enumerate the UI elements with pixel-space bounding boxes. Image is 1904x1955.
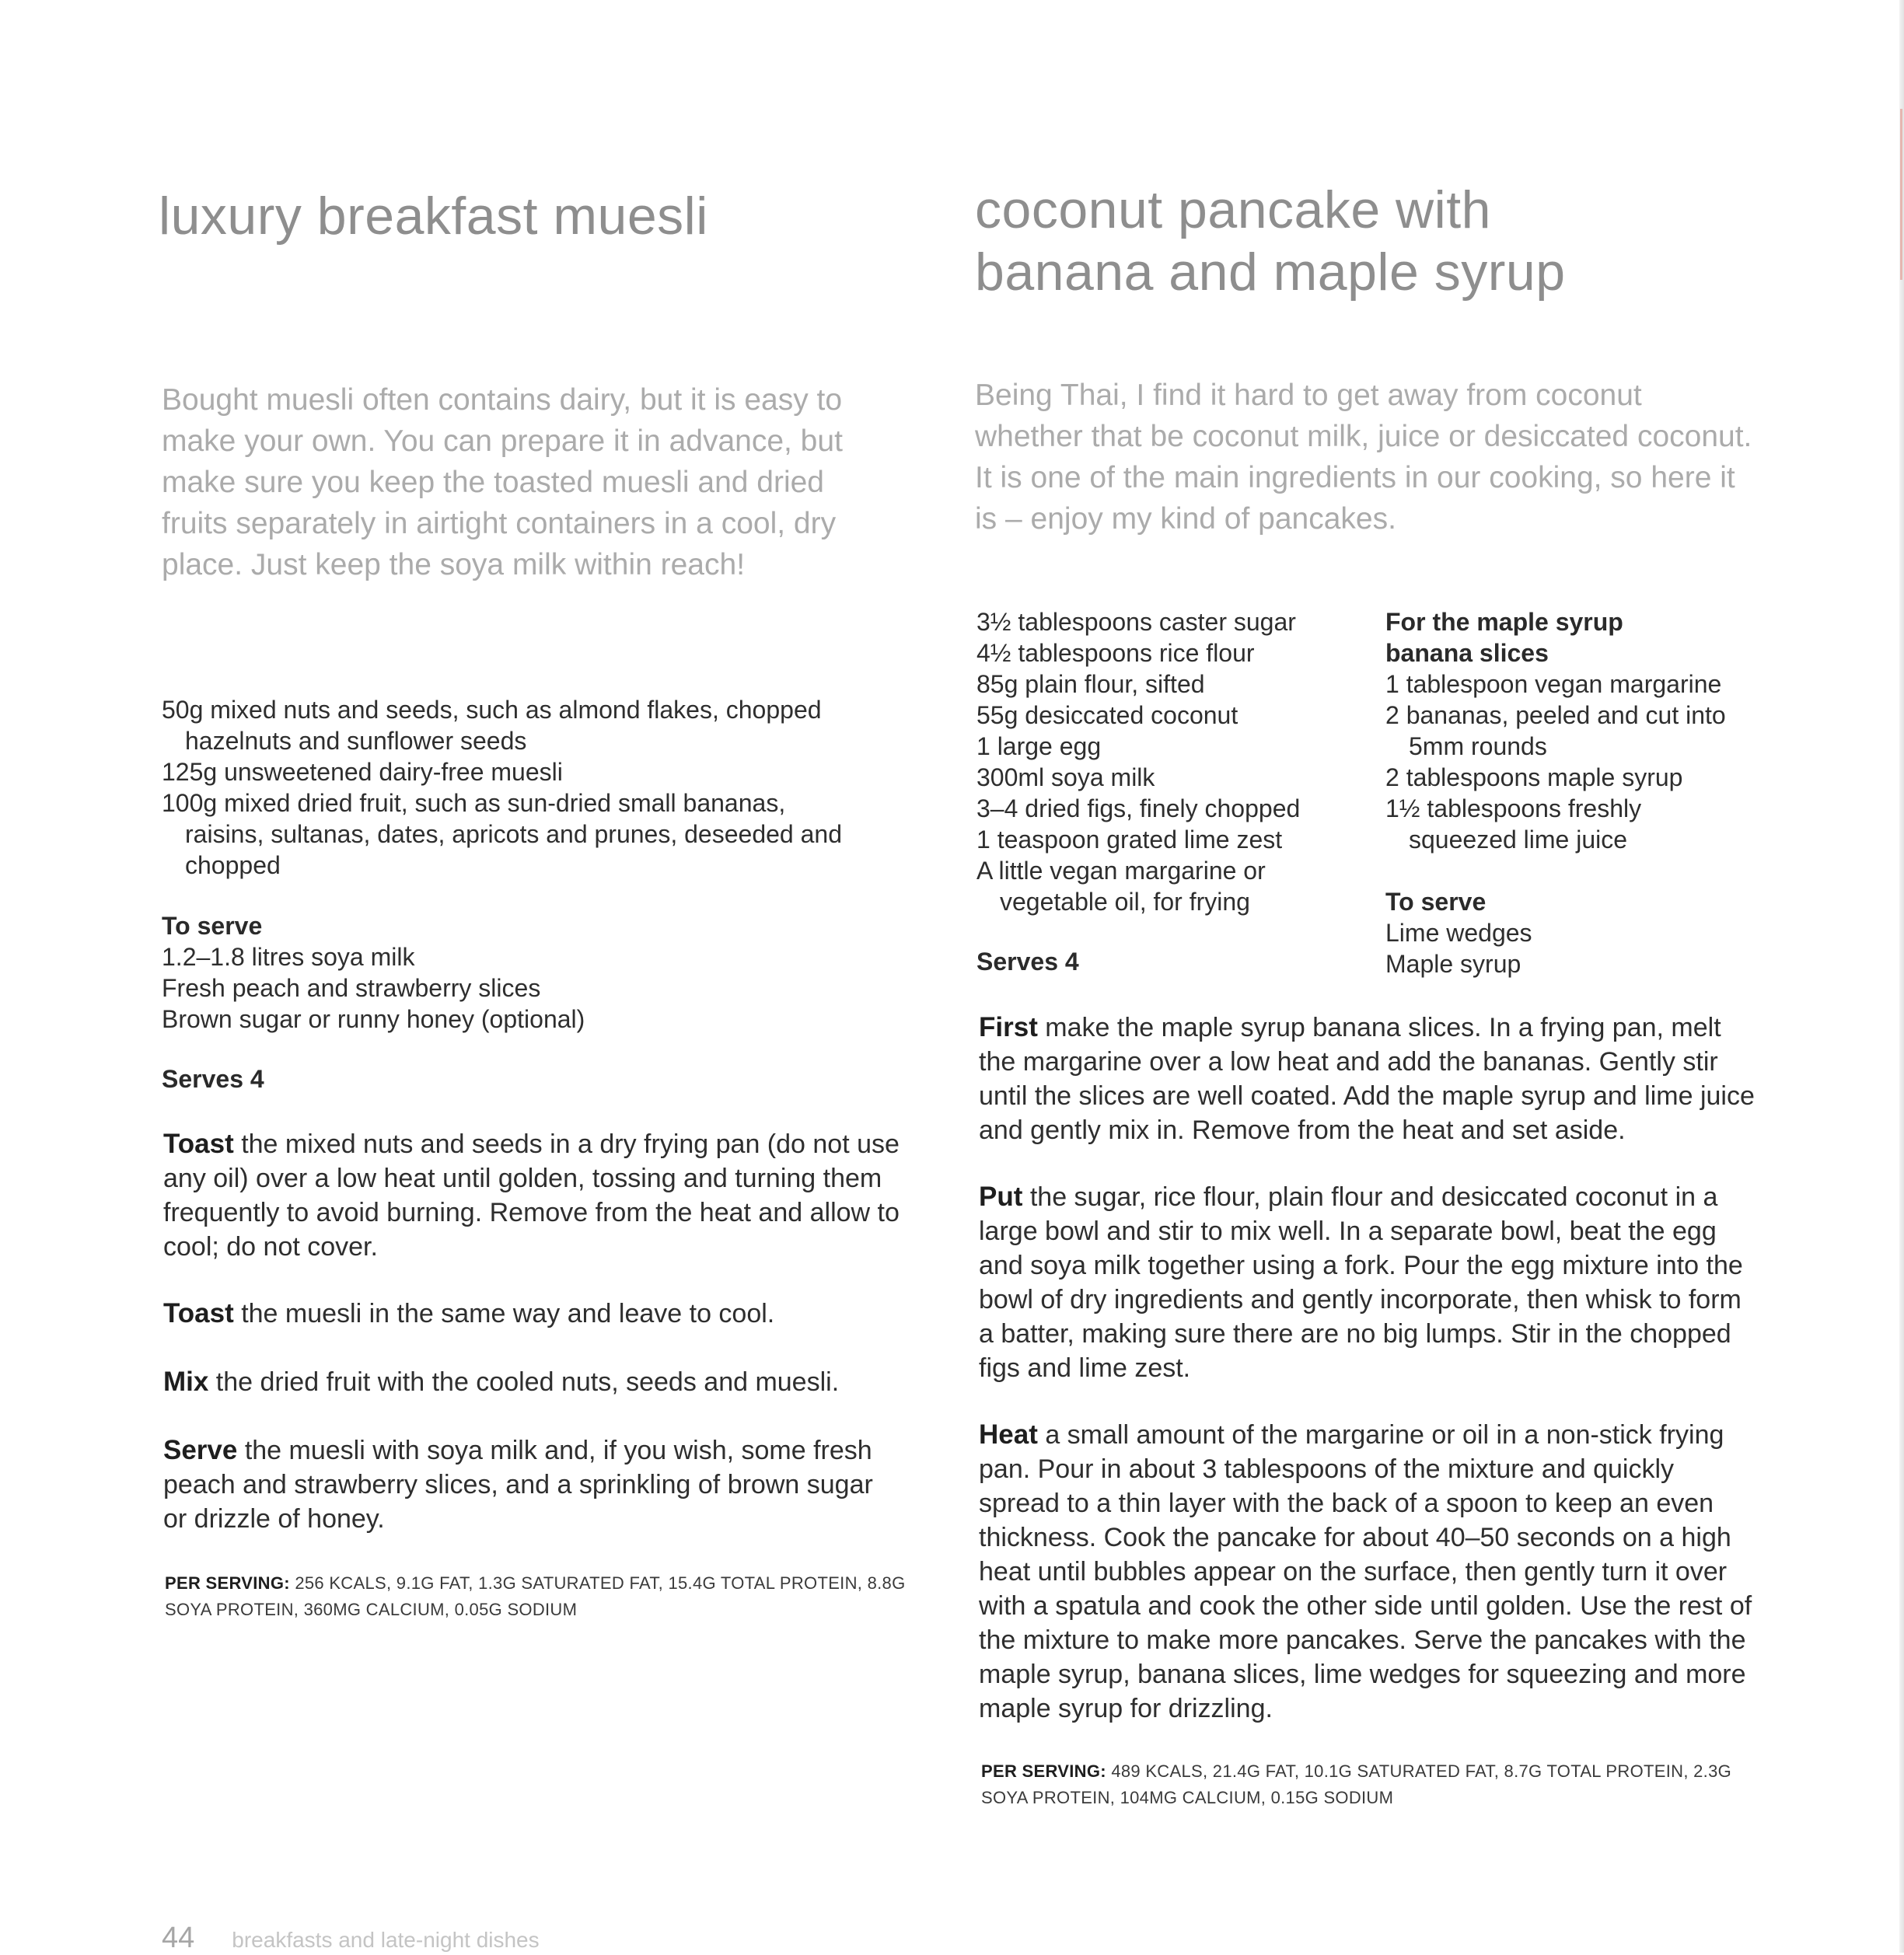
step-lead: Put bbox=[979, 1182, 1023, 1212]
recipe-title: luxury breakfast muesli bbox=[159, 187, 708, 246]
method-step bbox=[979, 1011, 1756, 1147]
nutrition-values: 489 KCALS, 21.4G FAT, 10.1G SATURATED FAT, 8.7G TOTAL PROTEIN, 2.3G SOYA PROTEIN, 104MG CALCIUM, 0.15G SODIUM bbox=[981, 1761, 1732, 1807]
ingredient-item: 85g plain flour, sifted bbox=[976, 670, 1205, 698]
to-serve-item: Brown sugar or runny honey (optional) bbox=[162, 1005, 585, 1033]
page-number: 44 bbox=[162, 1922, 195, 1954]
step-text: a small amount of the margarine or oil in a non-stick frying pan. Pour in about 3 tablespoons of the mixture and quickly spread to a thin layer with the back of a spoon to keep an even thickness. Cook the pancake for about 40–50 seconds on a high heat until bubbles appear on the surface, then gently turn it over with a spatula and cook the other side until golden. Use the rest of the mixture to make more pancakes. Serve the pancakes with the maple syrup, banana slices, lime wedges for squeezing and more maple syrup for drizzling. bbox=[979, 1420, 1752, 1723]
to-serve-list bbox=[1385, 917, 1774, 979]
step-text: make the maple syrup banana slices. In a frying pan, melt the margarine over a low heat and add the bananas. Gently stir until the slices are well coated. Add the maple syrup and lime juice and gently mix in. Remove from the heat and set aside. bbox=[979, 1013, 1755, 1145]
page-footer bbox=[162, 1922, 540, 1955]
recipe-intro: Being Thai, I find it hard to get away from coconut whether that be coconut milk, juice or desiccated coconut. It is one of the main ingredients in our cooking, so here it is – enjoy my kind of pancakes. bbox=[975, 379, 1752, 536]
nutrition-values: 256 KCALS, 9.1G FAT, 1.3G SATURATED FAT, 15.4G TOTAL PROTEIN, 8.8G SOYA PROTEIN, 360MG CALCIUM, 0.05G SODIUM bbox=[165, 1573, 906, 1619]
ingredient-item: 1 large egg bbox=[976, 732, 1102, 760]
to-serve-list bbox=[162, 941, 861, 1035]
step-text: the muesli with soya milk and, if you wish, some fresh peach and strawberry slices, and a sprinkling of brown sugar or drizzle of honey. bbox=[163, 1436, 873, 1534]
page-edge-mark bbox=[1900, 109, 1902, 280]
recipe-intro: Bought muesli often contains dairy, but it is easy to make your own. You can prepare it in advance, but make sure you keep the toasted muesli and dried fruits separately in airtight containers in a cool, dry place. Just keep the soya milk within reach! bbox=[162, 383, 843, 581]
syrup-block bbox=[1385, 606, 1774, 979]
step-lead: Toast bbox=[163, 1298, 234, 1328]
ingredient-item: 125g unsweetened dairy-free muesli bbox=[162, 758, 563, 786]
section-title: breakfasts and late-night dishes bbox=[232, 1928, 540, 1952]
syrup-ingredient-list bbox=[1385, 669, 1774, 855]
method-step bbox=[163, 1365, 902, 1399]
step-text: the mixed nuts and seeds in a dry frying pan (do not use any oil) over a low heat until golden, tossing and turning them frequently to avoid burning. Remove from the heat and allow to cool; do not cover. bbox=[163, 1129, 900, 1262]
to-serve-heading: To serve bbox=[1385, 888, 1487, 916]
nutrition-label: PER SERVING: bbox=[981, 1761, 1106, 1781]
step-text: the sugar, rice flour, plain flour and desiccated coconut in a large bowl and stir to mix well. In a separate bowl, beat the egg and soya milk together using a fork. Pour the egg mixture into the bowl of dry ingredients and gently incorporate, then whisk to form a batter, making sure there are no big lumps. Stir in the chopped figs and lime zest. bbox=[979, 1182, 1743, 1383]
ingredient-item: 300ml soya milk bbox=[976, 763, 1155, 791]
ingredient-item: 50g mixed nuts and seeds, such as almond flakes, chopped hazelnuts and sunflower seeds bbox=[162, 696, 822, 755]
step-lead: Mix bbox=[163, 1367, 209, 1397]
ingredient-list bbox=[162, 694, 861, 881]
to-serve-item: Lime wedges bbox=[1385, 919, 1532, 947]
ingredient-item: 100g mixed dried fruit, such as sun-dried small bananas, raisins, sultanas, dates, apricots and prunes, deseeded and chopped bbox=[162, 789, 842, 879]
ingredient-item: 1½ tablespoons freshly squeezed lime juice bbox=[1385, 794, 1642, 854]
to-serve-item: Fresh peach and strawberry slices bbox=[162, 974, 541, 1002]
ingredient-item: 1 tablespoon vegan margarine bbox=[1385, 670, 1722, 698]
method-step bbox=[979, 1418, 1756, 1726]
nutrition-info bbox=[981, 1758, 1759, 1811]
method-step bbox=[979, 1180, 1756, 1385]
recipe-title-line: coconut pancake with bbox=[975, 180, 1491, 239]
ingredient-item: 4½ tablespoons rice flour bbox=[976, 639, 1255, 667]
step-lead: Serve bbox=[163, 1435, 238, 1465]
step-lead: First bbox=[979, 1012, 1038, 1042]
to-serve-item: Maple syrup bbox=[1385, 950, 1521, 978]
method-step bbox=[163, 1297, 902, 1331]
ingredient-item: 1 teaspoon grated lime zest bbox=[976, 826, 1283, 854]
method-step bbox=[163, 1127, 902, 1264]
serves-count: Serves 4 bbox=[976, 948, 1079, 976]
method-step bbox=[163, 1433, 902, 1536]
to-serve-heading: To serve bbox=[162, 912, 263, 940]
serves-count: Serves 4 bbox=[162, 1065, 264, 1093]
ingredient-item: 3–4 dried figs, finely chopped bbox=[976, 794, 1301, 822]
to-serve-item: 1.2–1.8 litres soya milk bbox=[162, 943, 415, 971]
page-edge bbox=[1899, 0, 1904, 1953]
recipe-title bbox=[975, 179, 1830, 303]
nutrition-label: PER SERVING: bbox=[165, 1573, 290, 1593]
nutrition-info bbox=[165, 1570, 935, 1623]
ingredient-list bbox=[976, 606, 1334, 917]
step-text: the dried fruit with the cooled nuts, seeds and muesli. bbox=[208, 1367, 840, 1397]
step-text: the muesli in the same way and leave to cool. bbox=[233, 1299, 775, 1328]
recipe-title-line: banana and maple syrup bbox=[975, 243, 1566, 302]
syrup-heading: For the maple syrup banana slices bbox=[1385, 608, 1623, 667]
to-serve-block bbox=[162, 910, 861, 1035]
ingredient-item: 55g desiccated coconut bbox=[976, 701, 1238, 729]
ingredient-item: 3½ tablespoons caster sugar bbox=[976, 608, 1296, 636]
ingredient-item: 2 bananas, peeled and cut into 5mm rounds bbox=[1385, 701, 1726, 760]
step-lead: Toast bbox=[163, 1129, 234, 1159]
ingredient-item: 2 tablespoons maple syrup bbox=[1385, 763, 1683, 791]
ingredient-item: A little vegan margarine or vegetable oil, for frying bbox=[976, 857, 1266, 916]
step-lead: Heat bbox=[979, 1419, 1038, 1450]
